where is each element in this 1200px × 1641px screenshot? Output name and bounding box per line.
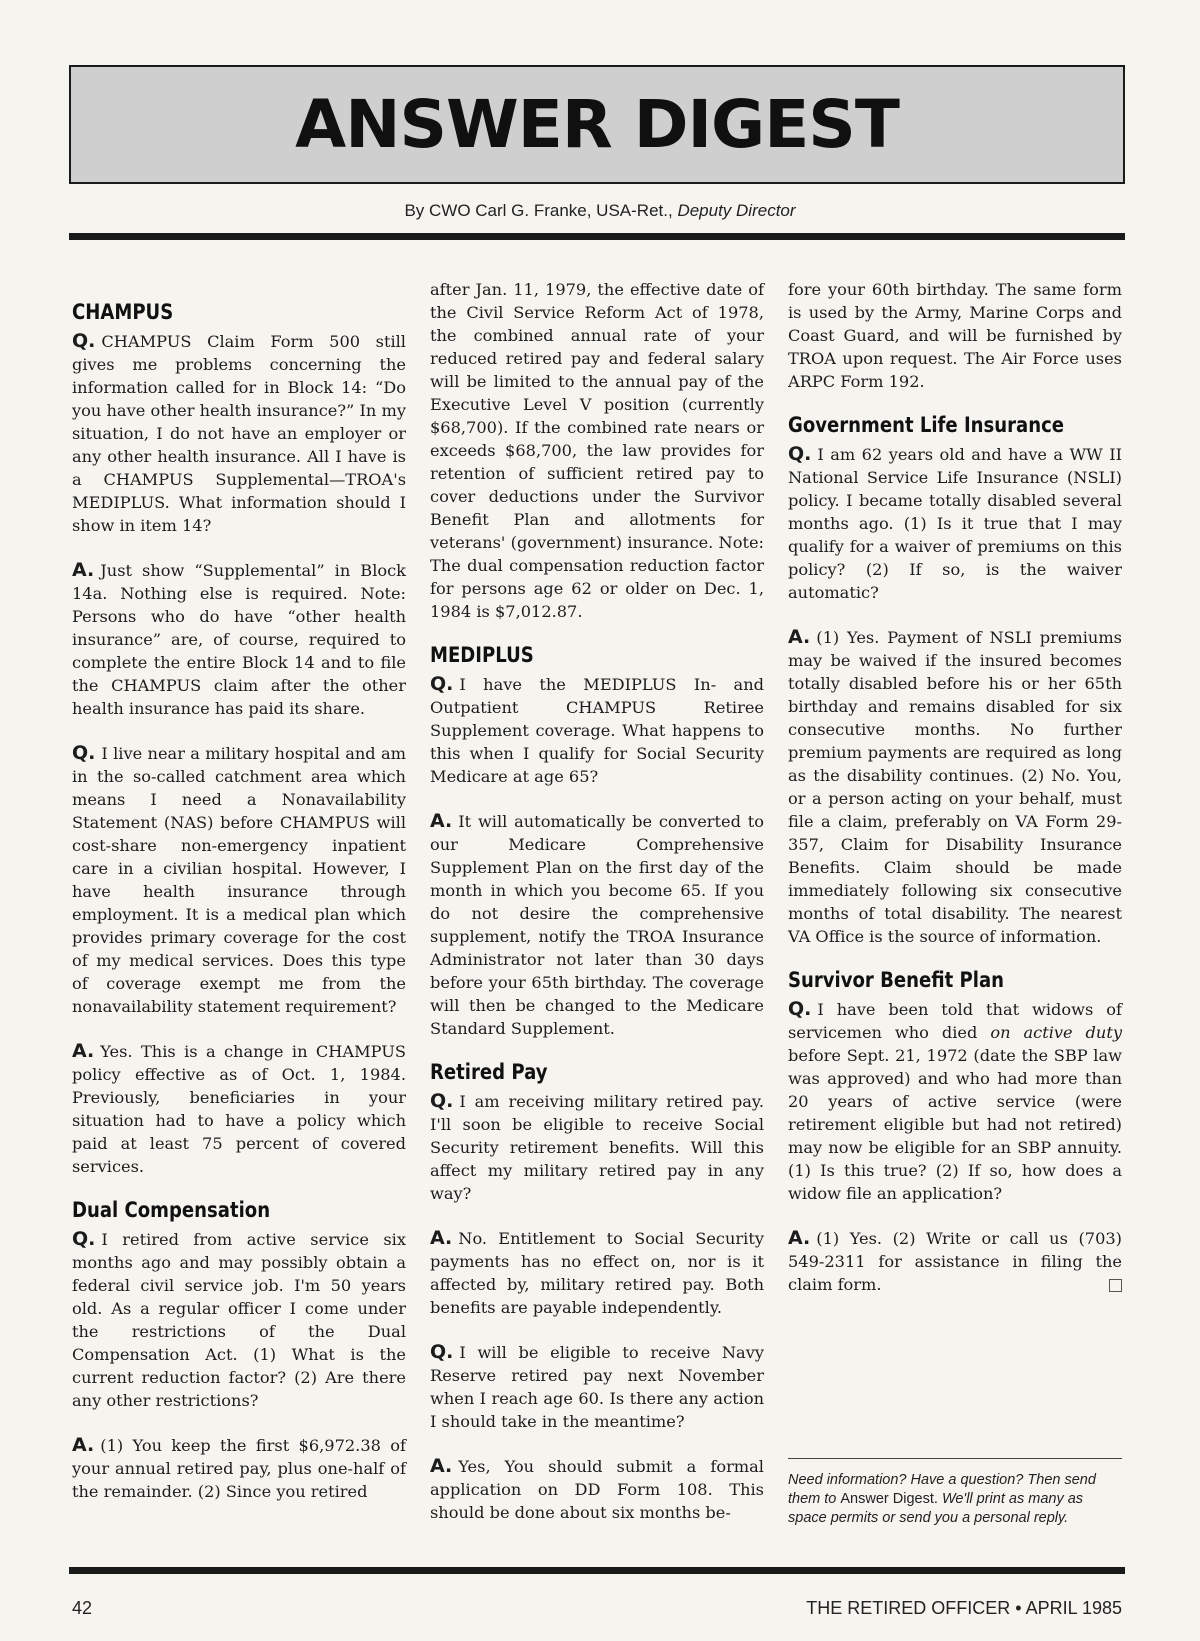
heading-retired-pay: Retired Pay <box>430 1060 548 1084</box>
question-marker: Q. <box>430 673 454 695</box>
page-number: 42 <box>72 1598 93 1618</box>
gov-answer <box>788 626 1122 948</box>
champus-answer-2 <box>72 1040 406 1178</box>
retired-question-1 <box>430 1090 764 1205</box>
reader-note-text-a: Need information? Have a question? Then send them to <box>788 1472 1096 1507</box>
champus-answer-1 <box>72 559 406 720</box>
question-marker: Q. <box>788 998 812 1020</box>
gov-question <box>788 443 1122 604</box>
heading-dual-compensation: Dual Compensation <box>72 1198 271 1222</box>
question-marker: Q. <box>72 330 96 352</box>
mediplus-question-text: I have the MEDIPLUS In- and Outpatient CHAMPUS Retiree Supplement coverage. What happens to this when I qualify for Social Security Medicare at age 65? <box>430 675 764 786</box>
heading-government-life-insurance: Government Life Insurance <box>788 413 1065 437</box>
answer-marker: A. <box>788 626 811 648</box>
dual-question <box>72 1228 406 1412</box>
retired-question-1-text: I am receiving military retired pay. I'll soon be eligible to receive Social Security retirement benefits. Will this affect my military retired pay in any way? <box>430 1092 764 1203</box>
mediplus-answer <box>430 810 764 1040</box>
publication-footer: THE RETIRED OFFICER • APRIL 1985 <box>806 1598 1122 1618</box>
answer-marker: A. <box>430 1455 453 1477</box>
column-2 <box>430 278 764 1546</box>
answer-marker: A. <box>72 1434 95 1456</box>
page-title: ANSWER DIGEST <box>295 86 899 163</box>
sbp-answer-text: (1) Yes. (2) Write or call us (703) 549-2311 for assistance in filing the claim form. <box>788 1229 1122 1294</box>
note-rule <box>788 1458 1122 1459</box>
champus-answer-2-text: Yes. This is a change in CHAMPUS policy effective as of Oct. 1, 1984. Previously, beneficiaries in your situation had to have a policy which paid at least 75 percent of covered services. <box>72 1042 406 1176</box>
retired-answer-1-text: No. Entitlement to Social Security payments has no effect on, nor is it affected by, military retired pay. Both benefits are payable independently. <box>430 1229 764 1317</box>
byline <box>0 201 1200 221</box>
retired-answer-2-start <box>430 1455 764 1524</box>
retired-answer-2-start-text: Yes, You should submit a formal application on DD Form 108. This should be done about six months be- <box>430 1457 764 1522</box>
answer-marker: A. <box>430 1227 453 1249</box>
title-box <box>69 65 1125 184</box>
dual-answer-start-text: (1) You keep the first $6,972.38 of your annual retired pay, plus one-half of the remainder. (2) Since you retired <box>72 1436 406 1501</box>
question-marker: Q. <box>430 1090 454 1112</box>
reader-note <box>788 1471 1122 1528</box>
retired-question-2-text: I will be eligible to receive Navy Reserve retired pay next November when I reach age 60. Is there any action I should take in the meantime? <box>430 1343 764 1431</box>
column-1 <box>72 278 406 1525</box>
sbp-question-emphasis: on active duty <box>990 1023 1122 1042</box>
champus-answer-1-text: Just show “Supplemental” in Block 14a. Nothing else is required. Note: Persons who do have “other health insurance” are, of course, required to complete the entire Block 14 and to file the CHAMPUS claim after the other health insurance has paid its share. <box>72 561 406 718</box>
question-marker: Q. <box>72 1228 96 1250</box>
byline-author: By CWO Carl G. Franke, USA-Ret., <box>404 201 673 220</box>
sbp-answer <box>788 1227 1122 1296</box>
heading-mediplus: MEDIPLUS <box>430 643 534 667</box>
heading-champus: CHAMPUS <box>72 300 174 324</box>
question-marker: Q. <box>430 1341 454 1363</box>
dual-answer-continued: after Jan. 11, 1979, the effective date of the Civil Service Reform Act of 1978, the combined annual rate of your reduced retired pay and federal salary will be limited to the annual pay of the Executive Level V position (currently $68,700). If the combined rate nears or exceeds $68,700, the law provides for retention of sufficient retired pay to cover deductions under the Survivor Benefit Plan and allotments for veterans' (government) insurance. Note: The dual compensation reduction factor for persons age 62 or older on Dec. 1, 1984 is $7,012.87. <box>430 280 764 621</box>
gov-answer-text: (1) Yes. Payment of NSLI premiums may be waived if the insured becomes totally disabled before his or her 65th birthday and remains disabled for six consecutive months. No further premium payments are required as long as the disability continues. (2) No. You, or a person acting on your behalf, must file a claim, preferably on VA Form 29-357, Claim for Disability Insurance Benefits. Claim should be made immediately following six consecutive months of total disability. The nearest VA Office is the source of information. <box>788 628 1122 946</box>
mediplus-question <box>430 673 764 788</box>
question-marker: Q. <box>788 443 812 465</box>
sbp-question <box>788 998 1122 1205</box>
question-marker: Q. <box>72 742 96 764</box>
answer-marker: A. <box>430 810 453 832</box>
reader-note-text-c: We'll print as many as space permits or send you a personal reply. <box>788 1491 1084 1526</box>
dual-answer-start <box>72 1434 406 1503</box>
answer-marker: A. <box>72 1040 95 1062</box>
champus-question-2-text: I live near a military hospital and am in the so-called catchment area which means I need a Nonavailability Statement (NAS) before CHAMPUS will cost-share non-emergency inpatient care in a civilian hospital. However, I have health insurance through employment. It is a medical plan which provides primary coverage for the cost of my medical services. Does this type of coverage exempt me from the nonavailability statement requirement? <box>72 744 406 1016</box>
answer-marker: A. <box>788 1227 811 1249</box>
column-3 <box>788 278 1122 1318</box>
champus-question-1 <box>72 330 406 537</box>
bottom-rule <box>69 1567 1125 1574</box>
byline-role: Deputy Director <box>677 201 796 220</box>
sbp-question-text-b: before Sept. 21, 1972 (date the SBP law was approved) and who had more than 20 years of active service (were retirement eligible but had not retired) may now be eligible for an SBP annuity. (1) Is this true? (2) If so, how does a widow file an application? <box>788 1046 1122 1203</box>
champus-question-1-text: CHAMPUS Claim Form 500 still gives me problems concerning the information called for in Block 14: “Do you have other health insurance?” In my situation, I do not have an employer or any other health insurance. All I have is a CHAMPUS Supplemental—TROA's MEDIPLUS. What information should I show in item 14? <box>72 332 406 535</box>
dual-question-text: I retired from active service six months ago and may possibly obtain a federal civil service job. I'm 50 years old. As a regular officer I come under the restrictions of the Dual Compensation Act. (1) What is the current reduction factor? (2) Are there any other restrictions? <box>72 1230 406 1410</box>
top-rule <box>69 233 1125 240</box>
retired-question-2 <box>430 1341 764 1433</box>
retired-answer-1 <box>430 1227 764 1319</box>
end-mark-icon <box>1109 1279 1122 1292</box>
retired-answer-2-continued: fore your 60th birthday. The same form is used by the Army, Marine Corps and Coast Guard, and will be furnished by TROA upon request. The Air Force uses ARPC Form 192. <box>788 280 1122 391</box>
gov-question-text: I am 62 years old and have a WW II National Service Life Insurance (NSLI) policy. I became totally disabled several months ago. (1) Is it true that I may qualify for a waiver of premiums on this policy? (2) If so, is the waiver automatic? <box>788 445 1122 602</box>
sbp-question-text-a: I have been told that widows of servicemen who died <box>788 1000 1122 1042</box>
answer-marker: A. <box>72 559 95 581</box>
reader-note-title: Answer Digest. <box>840 1491 938 1507</box>
mediplus-answer-text: It will automatically be converted to our Medicare Comprehensive Supplement Plan on the first day of the month in which you become 65. If you do not desire the comprehensive supplement, notify the TROA Insurance Administrator not later than 30 days before your 65th birthday. The coverage will then be changed to the Medicare Standard Supplement. <box>430 812 764 1038</box>
champus-question-2 <box>72 742 406 1018</box>
heading-survivor-benefit-plan: Survivor Benefit Plan <box>788 968 1005 992</box>
